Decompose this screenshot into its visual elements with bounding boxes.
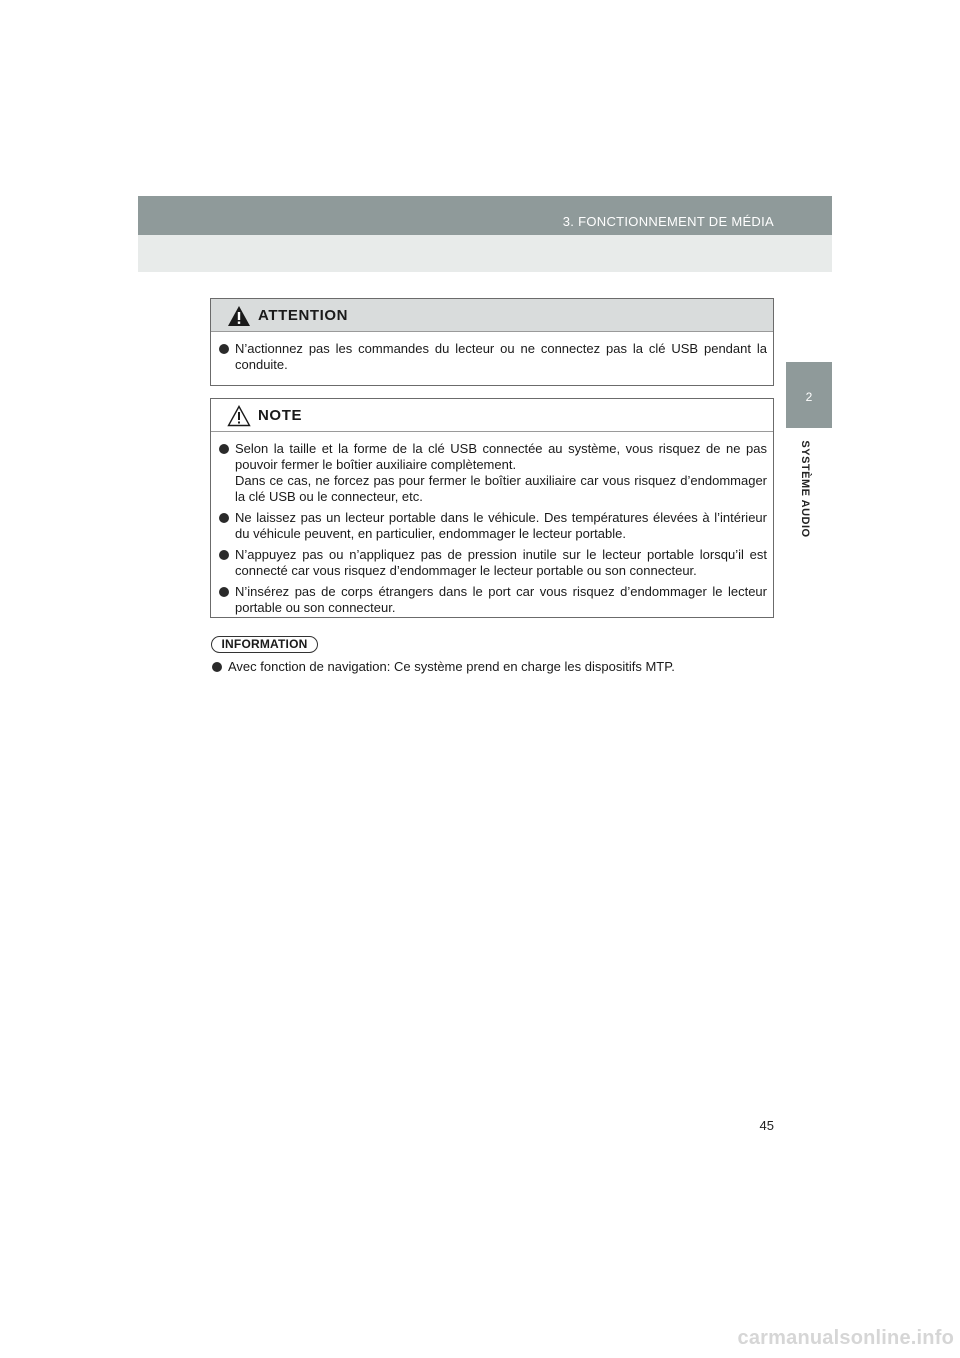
note-title: NOTE (258, 407, 303, 424)
bullet-icon (219, 550, 229, 560)
list-item (210, 659, 798, 675)
note-item-text: Ne laissez pas un lecteur portable dans le véhicule. Des températures élevées à l’intérieur du véhicule peuvent, en particulier, endommager le lecteur portable. (235, 510, 767, 541)
list-item (217, 547, 767, 579)
header-band (138, 196, 832, 235)
bullet-icon (212, 662, 222, 672)
side-tab (786, 362, 832, 428)
attention-title: ATTENTION (258, 307, 349, 324)
note-item-text: N’appuyez pas ou n’appliquez pas de pression inutile sur le lecteur portable lorsqu’il est connecté car vous risquez d’endommager le lecteur portable ou son connecteur. (235, 547, 767, 578)
attention-item-text: N’actionnez pas les commandes du lecteur ou ne connectez pas la clé USB pendant la conduite. (235, 341, 767, 372)
warning-outline-icon (227, 405, 251, 427)
list-item (217, 341, 767, 373)
side-tab-number: 2 (805, 390, 813, 404)
bullet-icon (219, 344, 229, 354)
warning-icon (227, 305, 251, 327)
information-item-text: Avec fonction de navigation: Ce système prend en charge les dispositifs MTP. (228, 659, 675, 674)
side-tab-label-wrap (797, 434, 813, 544)
note-item-continuation: Dans ce cas, ne forcez pas pour fermer le boîtier auxiliaire car vous risquez d’endommager la clé USB ou le connecteur, etc. (235, 473, 767, 504)
chapter-title: 3. FONCTIONNEMENT DE MÉDIA (562, 214, 774, 229)
note-header (211, 399, 773, 432)
list-item (217, 510, 767, 542)
attention-header (211, 299, 773, 332)
list-item (217, 584, 767, 616)
side-tab-label: SYSTÈME AUDIO (799, 440, 811, 538)
note-item-text: Selon la taille et la forme de la clé USB connectée au système, vous risquez de ne pas pouvoir fermer le boîtier auxiliaire complètement. (235, 441, 767, 472)
list-item (217, 441, 767, 505)
note-item-text: N’insérez pas de corps étrangers dans le port car vous risquez d’endommager le lecteur portable ou son connecteur. (235, 584, 767, 615)
watermark: carmanualsonline.info (737, 1327, 954, 1349)
attention-list (211, 332, 773, 384)
bullet-icon (219, 444, 229, 454)
information-label: INFORMATION (211, 636, 318, 653)
attention-box (210, 298, 774, 386)
header-subband (138, 235, 832, 272)
page-number: 45 (759, 1118, 774, 1133)
note-list (211, 432, 773, 627)
bullet-icon (219, 587, 229, 597)
bullet-icon (219, 513, 229, 523)
note-box (210, 398, 774, 618)
